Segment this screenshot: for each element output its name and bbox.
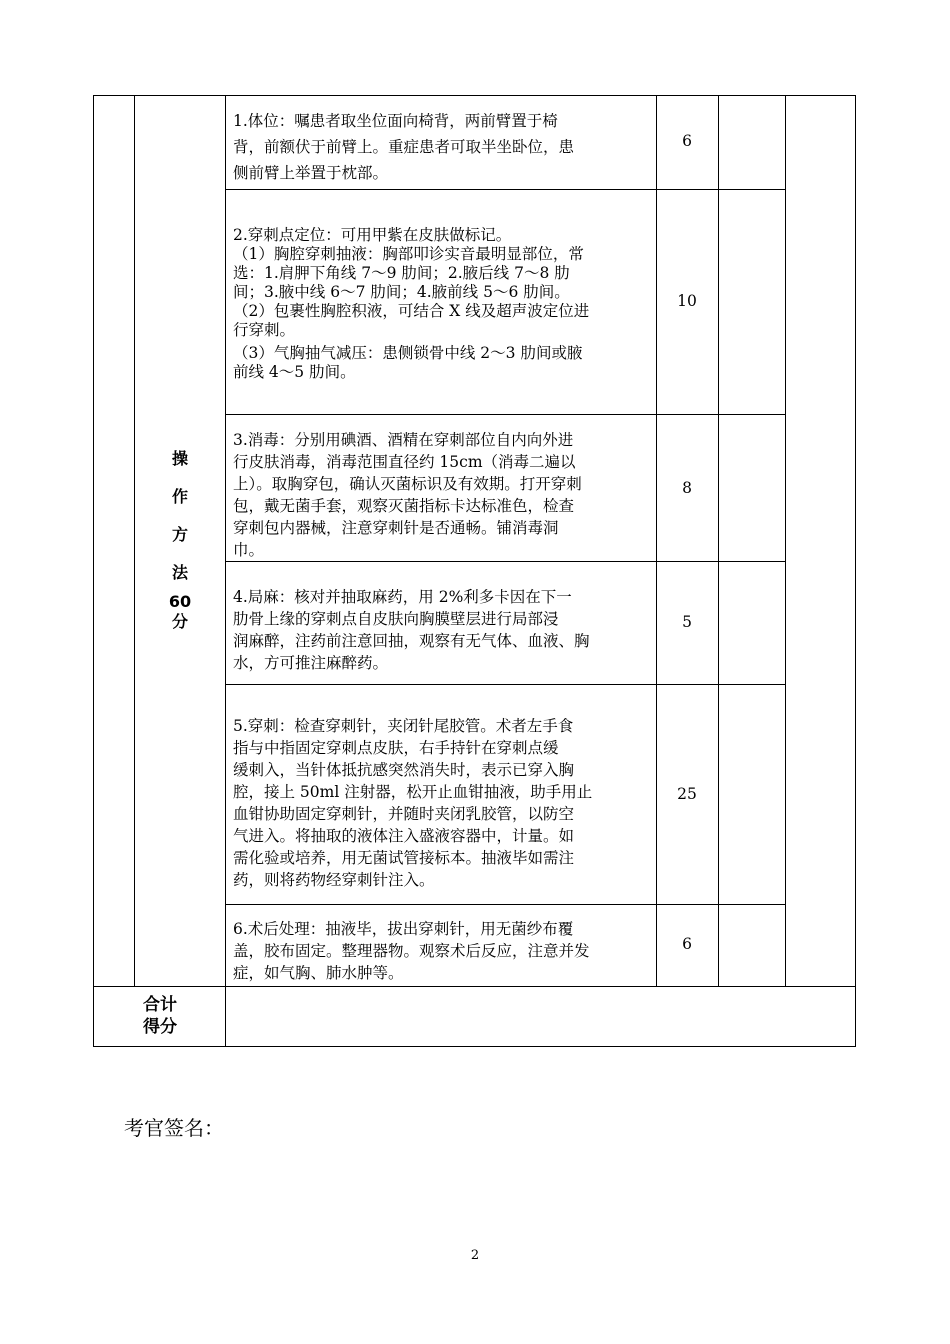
row-divider [225,561,785,562]
step-score-1: 6 [682,132,692,150]
text-line: 6.术后处理：抽液毕，拔出穿刺针，用无菌纱布覆 [233,920,574,938]
text-line: 背，前额伏于前臂上。重症患者可取半坐卧位，患 [233,138,575,156]
text-line: 药，则将药物经穿刺针注入。 [233,871,435,889]
category-char: 法 [171,563,188,582]
text-line: 包，戴无菌手套，观察灭菌指标卡达标准色，检查 [233,497,575,515]
text-line: 行皮肤消毒，消毒范围直径约 15cm（消毒二遍以 [233,453,576,471]
text-line: 选：1.肩胛下角线 7～9 肋间；2.腋后线 7～8 肋 [233,264,570,282]
text-line: 症，如气胸、肺水肿等。 [233,964,404,982]
total-divider [93,986,856,987]
text-line: 上）。取胸穿包，确认灭菌标识及有效期。打开穿刺 [233,475,582,493]
step-score-4: 5 [682,613,692,631]
step-text-5 [233,715,592,891]
text-line: 间；3.腋中线 6～7 肋间；4.腋前线 5～6 肋间。 [233,283,570,301]
table-border-col4 [718,95,719,987]
text-line: （2）包裹性胸腔积液，可结合 X 线及超声波定位进 [233,302,590,320]
page-number: 2 [470,1248,480,1263]
row-divider [225,904,785,905]
text-line: 肋骨上缘的穿刺点自皮肤向胸膜壁层进行局部浸 [233,610,559,628]
table-border-top [93,95,856,96]
text-line: 5.穿刺：检查穿刺针，夹闭针尾胶管。术者左手食 [233,717,574,735]
text-line: 润麻醉，注药前注意回抽，观察有无气体、血液、胸 [233,632,590,650]
table-border-left [93,95,94,1047]
text-line: 前线 4～5 肋间。 [233,363,356,381]
category-score: 60 [168,592,192,611]
category-label [134,440,226,632]
step-score-2: 10 [677,292,697,310]
examiner-signature-label: 考官签名： [124,1116,224,1140]
step-text-3 [233,429,582,561]
row-divider [225,414,785,415]
step-text-1 [233,108,574,186]
total-label-line: 合计 [143,995,177,1015]
text-line: （3）气胸抽气减压：患侧锁骨中线 2～3 肋间或腋 [233,344,583,362]
text-line: 3.消毒：分别用碘酒、酒精在穿刺部位自内向外进 [233,431,574,449]
text-line: 水，方可推注麻醉药。 [233,654,389,672]
text-line: 指与中指固定穿刺点皮肤，右手持针在穿刺点缓 [233,739,559,757]
text-line: 1.体位：嘱患者取坐位面向椅背，两前臂置于椅 [233,112,558,130]
step-text-6 [233,918,590,984]
table-border-bottom [93,1046,856,1047]
total-score-label [94,994,226,1038]
text-line: （1）胸腔穿刺抽液：胸部叩诊实音最明显部位，常 [233,245,584,263]
step-score-5: 25 [677,785,697,803]
row-divider [225,684,785,685]
text-line: 腔，接上 50ml 注射器，松开止血钳抽液，助手用止 [233,783,593,801]
category-unit: 分 [171,612,188,631]
text-line: 侧前臂上举置于枕部。 [233,164,389,182]
text-line: 行穿刺。 [233,321,296,339]
category-char: 方 [171,525,188,544]
row-divider [225,189,785,190]
text-line: 巾。 [233,541,265,559]
text-line: 盖，胶布固定。整理器物。观察术后反应，注意并发 [233,942,590,960]
total-label-line: 得分 [143,1017,177,1037]
text-line: 缓刺入，当针体抵抗感突然消失时，表示已穿入胸 [233,761,575,779]
step-text-4 [233,586,590,674]
table-border-col5 [785,95,786,987]
category-char: 作 [171,487,188,506]
step-score-3: 8 [682,479,692,497]
text-line: 气进入。将抽取的液体注入盛液容器中，计量。如 [233,827,575,845]
text-line: 4.局麻：核对并抽取麻药，用 2%利多卡因在下一 [233,588,572,606]
table-border-col3 [656,95,657,987]
step-text-2 [233,226,589,382]
text-line: 穿刺包内器械，注意穿刺针是否通畅。铺消毒洞 [233,519,559,537]
table-border-right [855,95,856,1047]
text-line: 2.穿刺点定位：可用甲紫在皮肤做标记。 [233,226,512,244]
text-line: 需化验或培养，用无菌试管接标本。抽液毕如需注 [233,849,575,867]
text-line: 血钳协助固定穿刺针，并随时夹闭乳胶管，以防空 [233,805,575,823]
category-char: 操 [171,449,188,468]
step-score-6: 6 [682,935,692,953]
